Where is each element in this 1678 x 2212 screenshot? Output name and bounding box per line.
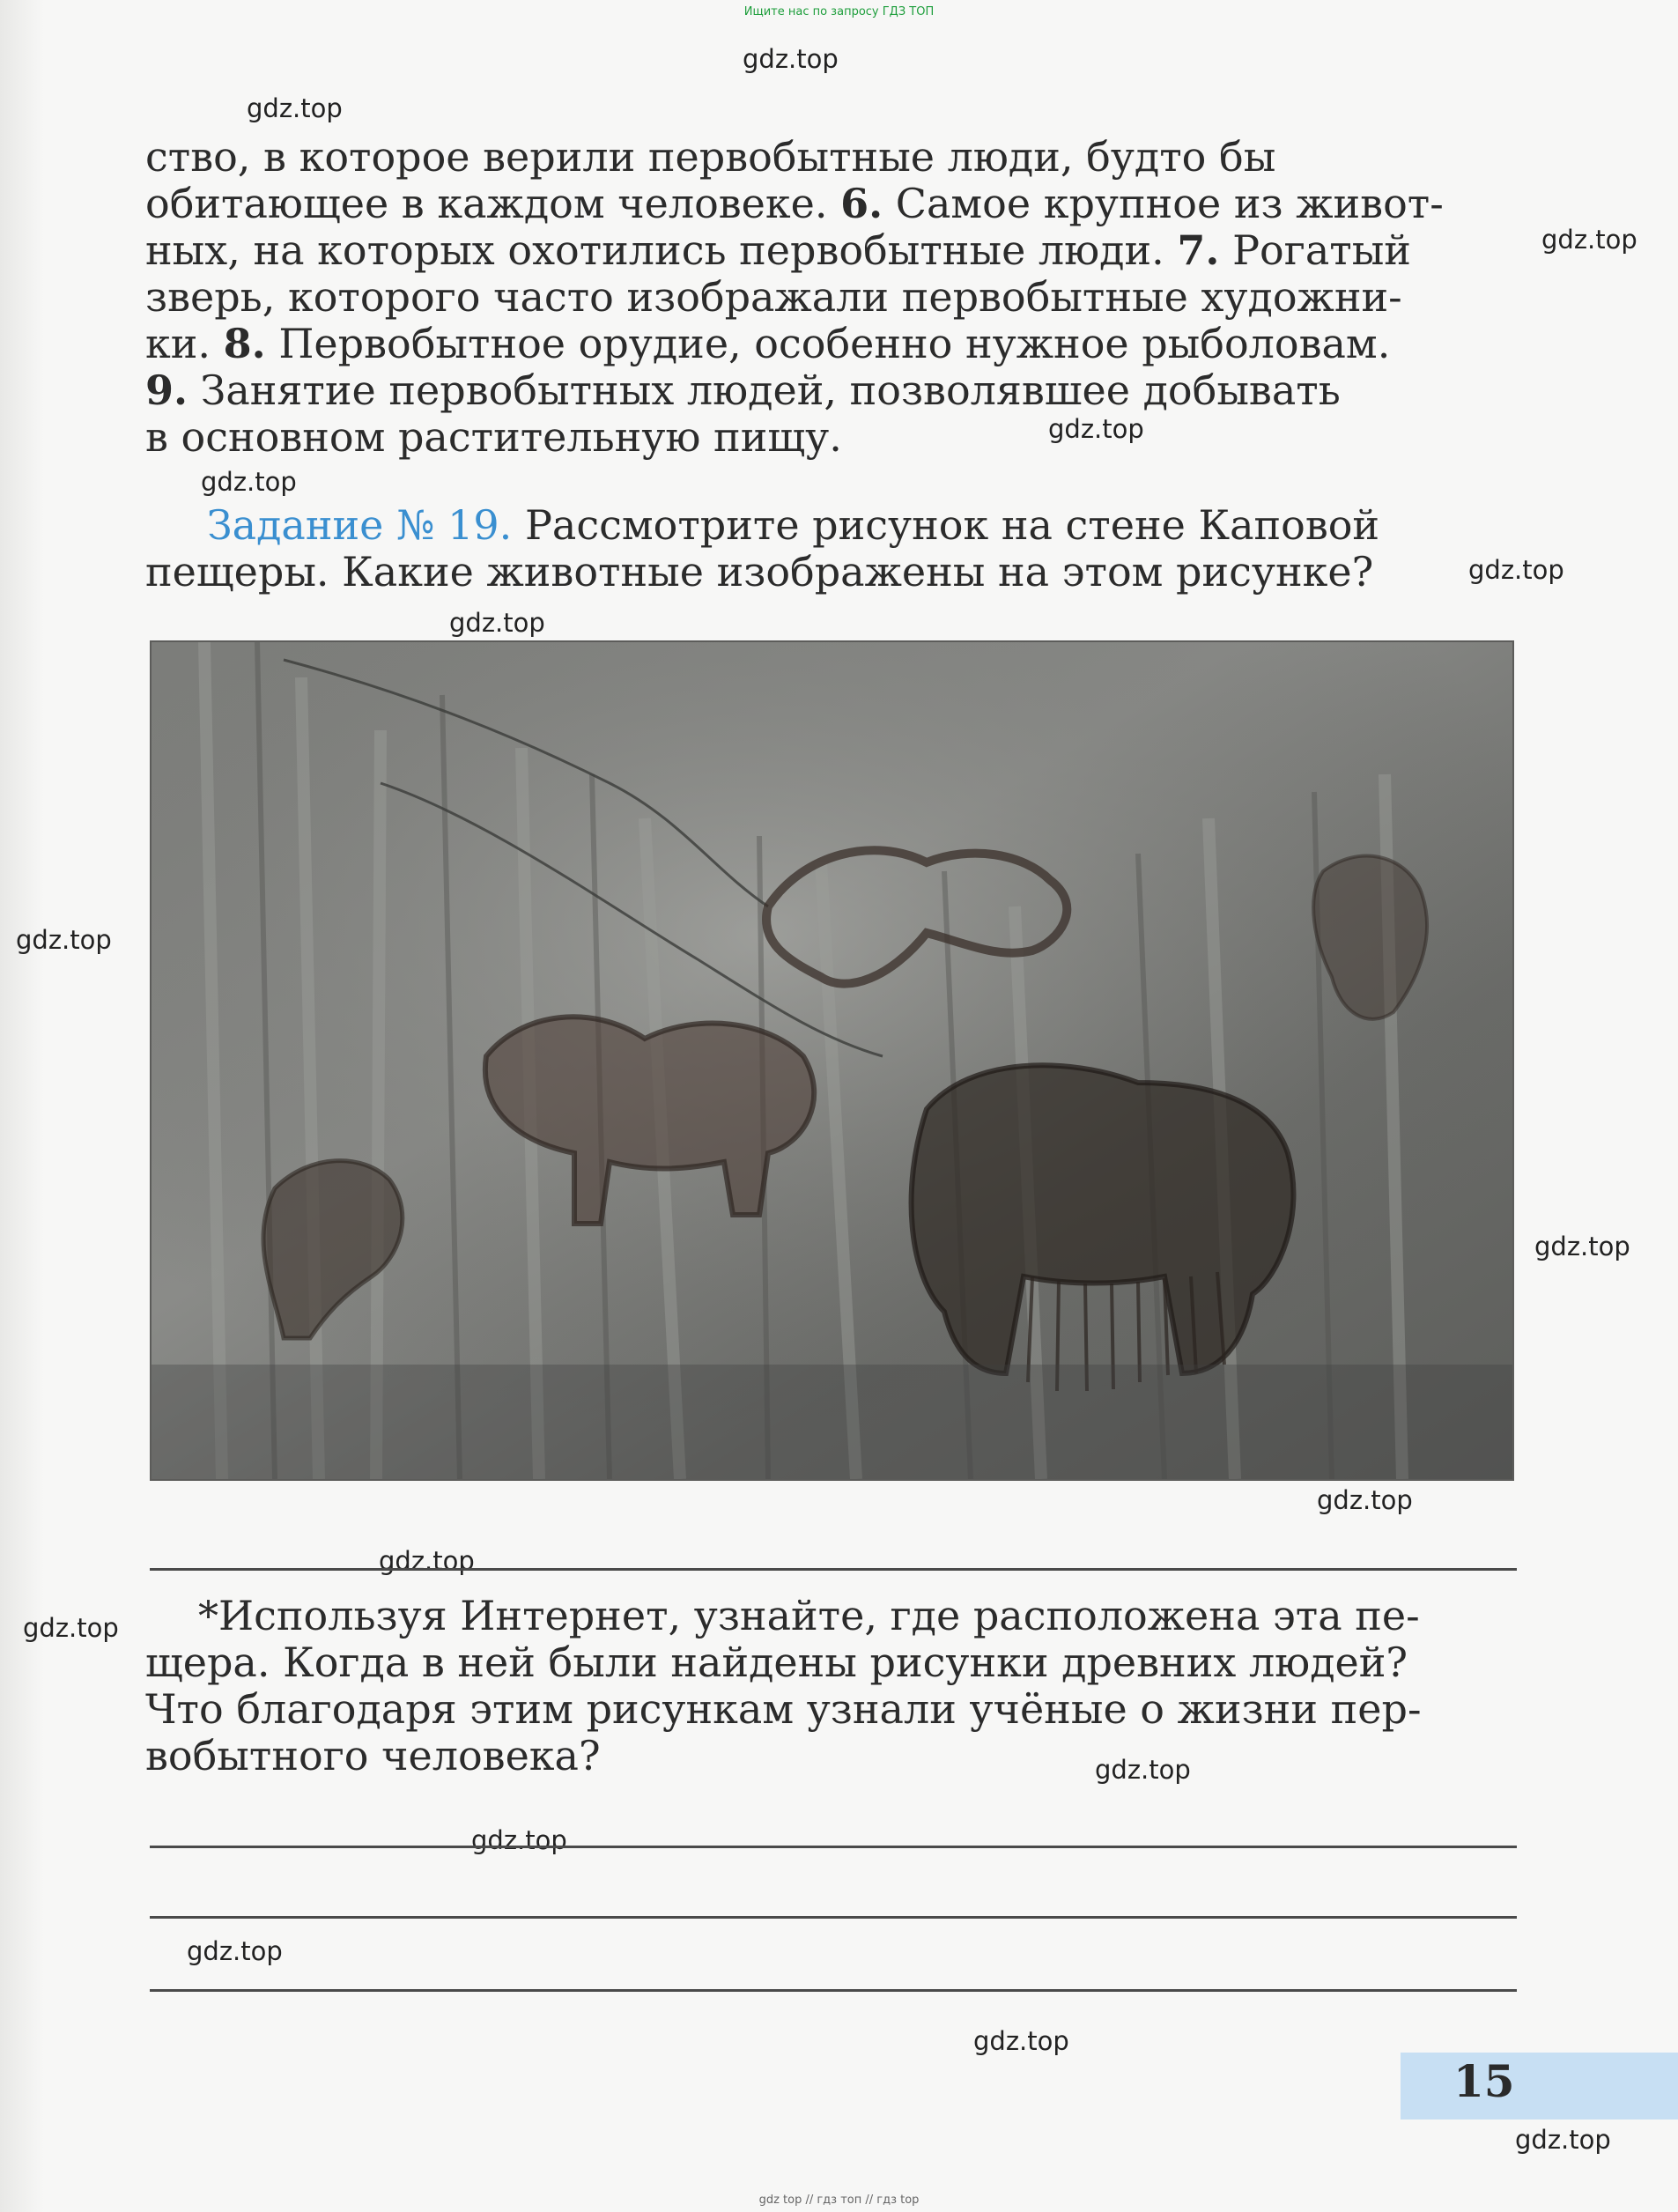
watermark: gdz.top (23, 1613, 119, 1643)
watermark: gdz.top (187, 1936, 283, 1966)
answer-line[interactable] (150, 1916, 1517, 1919)
task-19 (145, 502, 1506, 596)
text-line: ки. 8. Первобытное орудие, особенно нужное рыболовам. (145, 320, 1391, 367)
watermark: gdz.top (973, 2026, 1069, 2056)
cave-painting-image (152, 642, 1512, 1479)
task-label: Задание № 19. (207, 501, 513, 549)
cave-painting-photo (150, 640, 1514, 1481)
text-line: 9. Занятие первобытных людей, позволявшее добывать (145, 366, 1341, 414)
watermark: gdz.top (1468, 555, 1564, 585)
watermark: gdz.top (743, 44, 839, 74)
text-line: зверь, которого часто изображали первобытные художни- (145, 273, 1402, 321)
text-line: пещеры. Какие животные изображены на этом рисунке? (145, 548, 1374, 596)
text-line: вобытного человека? (145, 1732, 601, 1779)
watermark: gdz.top (471, 1825, 567, 1855)
text-line: обитающее в каждом человеке. 6. Самое крупное из живот- (145, 180, 1444, 227)
internet-task (145, 1593, 1506, 1779)
watermark: gdz.top (1095, 1755, 1191, 1785)
watermark: gdz.top (1048, 414, 1144, 444)
text-line: щера. Когда в ней были найдены рисунки древних людей? (145, 1639, 1408, 1686)
page-number: 15 (1453, 2055, 1515, 2107)
crossword-clues-paragraph (145, 134, 1506, 461)
answer-line[interactable] (150, 1846, 1517, 1848)
text-line: ных, на которых охотились первобытные люди. 7. Рогатый (145, 226, 1411, 274)
text-line: ство, в которое верили первобытные люди, будто бы (145, 133, 1276, 181)
watermark: gdz.top (1534, 1232, 1630, 1261)
text-line: Задание № 19. Рассмотрите рисунок на стене Каповой (207, 501, 1380, 549)
text-line: Что благодаря этим рисункам узнали учёные о жизни пер- (145, 1685, 1422, 1733)
answer-line[interactable] (150, 1989, 1517, 1992)
answer-line[interactable] (150, 1568, 1517, 1571)
watermark: gdz.top (379, 1546, 475, 1576)
watermark: gdz.top (16, 925, 112, 955)
watermark: gdz.top (1317, 1485, 1413, 1515)
watermark: gdz.top (1541, 225, 1637, 255)
text-line: *Используя Интернет, узнайте, где расположена эта пе- (198, 1592, 1420, 1639)
watermark: gdz.top (1515, 2125, 1611, 2155)
page-spine-shadow (0, 0, 44, 2212)
bottom-banner[interactable]: gdz top // гдз топ // гдз top (758, 2194, 920, 2207)
watermark: gdz.top (247, 93, 343, 123)
watermark: gdz.top (201, 467, 297, 497)
page-number-box (1401, 2053, 1678, 2120)
watermark: gdz.top (449, 608, 545, 638)
top-banner[interactable]: Ищите нас по запросу ГДЗ ТОП (743, 5, 935, 18)
text-line: в основном растительную пищу. (145, 413, 842, 461)
